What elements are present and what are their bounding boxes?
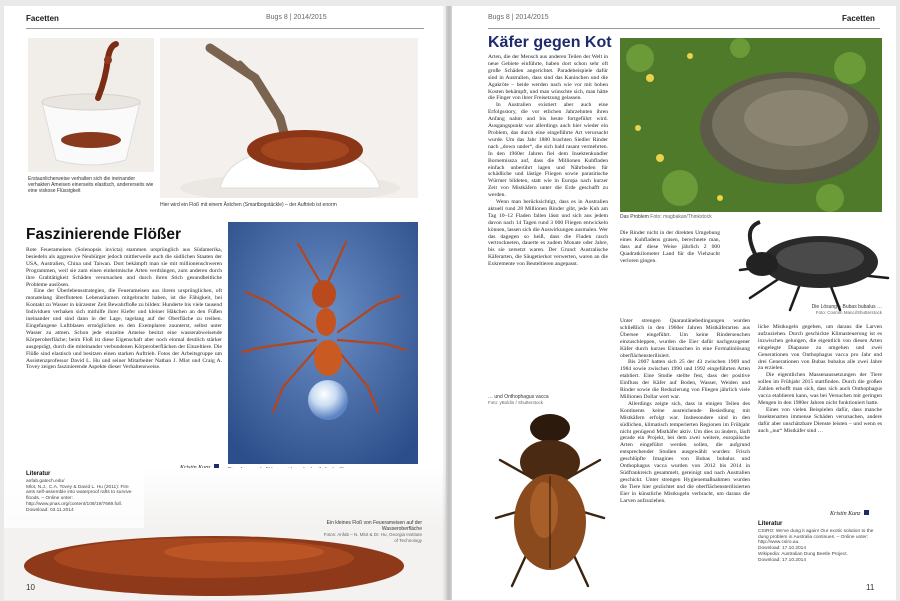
paragraph: Eine der Überlebensstrategien, die Feuerameisen aus ihrem ursprünglichen, oft monatelang überfluteten Lebensräumen mitgebracht haben, ist die Fähigkeit, bei Kontakt zu Wasser in kürzester Zeit Bewahrfloße zu bilden: Hunderte bis viele tausend Individuen verhaken sich mithilfe ihrer Kiefer und kleiner Häkchen an den Füßen ineinander und sind dann in der Lage, tagelang auf der Oberfläche zu treiben. Eingefangene Luftblasen ermöglichen es den Exemplaren zuunterst, selbst unter Wasser zu atmen. Schon jede einzelne Ameise besitzt eine wasserabweisende Körperoberfläche; beim Floß ist diese Eigenschaft aber noch einmal deutlich stärker ausgeprägt, durch die miteinander verbundenen Körperoberflächen der Einzeltiere. Die Flöße sind elastisch und besitzen einen starken Auftrieb. Fotos der Arbeitsgruppe um Assistenzprofessor David L. Hu und seiner Mitarbeiter Nathan J. Mlot und Craig A. Tovey zeigen faszinierende Aspekte dieser Verhaltensweise.	[26, 288, 222, 371]
paragraph: Rote Feuerameisen (Solenopsis invicta) stammen ursprünglich aus Südamerika, besiedeln als aggressive Neubürger jedoch mittlerweile auch die südlichen Staaten der USA, Australien, China und Taiwan. Dort bekämpft man sie mit millionenschweren Programmen, weil sie zum einen einheimische Arten verdrängen, zum anderen durch ihre Grabtätigkeit Schäden verursachen und durch ihren Stich gesundheitliche Probleme auslösen.	[26, 247, 222, 288]
right-page	[452, 6, 896, 600]
literature-box	[758, 522, 882, 564]
caption-beetle2-text: … und Onthophagus vacca	[488, 394, 549, 400]
article-title: Käfer gegen Kot	[488, 34, 612, 51]
literature-line: Download: 17.10.2014	[758, 557, 807, 563]
section-label: Facetten	[26, 14, 59, 23]
photo-ant-raft-twig	[160, 38, 418, 198]
photo-bubas-bubalus	[720, 218, 896, 314]
author-name: Kristin Kunz	[830, 511, 861, 517]
literature-heading: Literatur	[758, 521, 783, 527]
caption-beetle2-credit: Foto: yBoldin / Shutterstock	[488, 400, 544, 405]
photo-cow-dung	[620, 38, 882, 212]
caption-beetle1-text: Die Lösung – Bubas bubalus …	[811, 304, 882, 310]
literature-line: Download: 17.10.2014	[758, 546, 807, 552]
paragraph: liche Mistkugeln gegeben, um daraus die Larven aufzuziehen. Durch geschickte Klimasteuerung ist es inzwischen gelungen, die eigentlich von diesen Arten eingelegte Diapause zu umgehen und zwei Generationen von Onthophagus vacca pro Jahr und drei Generationen von Bubas bubalus alle zwei Jahre zu erzielen.	[758, 324, 882, 372]
issue-label: Bugs 8 | 2014/2015	[488, 14, 549, 21]
literature-heading: Literatur	[26, 471, 51, 477]
literature-line: Wikipedia: Australian Dung Beetle Project.	[758, 551, 848, 557]
article-column-2	[620, 318, 750, 600]
paragraph: Eines von vielen Beispielen dafür, dass manche Insektenarten immense Schäden verursachen, andere dafür aber unschätzbare Dienste leisten – und wenn es auch „nur“ Mistkäfer sind …	[758, 406, 882, 434]
literature-line: CSIRO: We've dung it again! Our exotic solution to the dung problem in Australia continues. – Online unter: http://www.csiro.au.	[758, 528, 874, 546]
section-label: Facetten	[842, 14, 875, 23]
page-number: 11	[866, 583, 875, 592]
photo-ants-in-cup	[28, 38, 154, 172]
paragraph: Die Rinder nicht in der direkten Umgebung eines Kuhfladens grasen, berechnete man, dass auf diese Weise jährlich 2 000 Quadratkilometer Land für die Viehzucht verloren gingen.	[620, 230, 720, 264]
article-column-3	[758, 324, 882, 510]
paragraph: Unter strengen Quarantänebedingungen wurden schließlich in den 1960er Jahren Mistkäferarten aus Übersee eingeführt. Um keine Rinderseuchen einzuschleppen, wurden die Eier dafür nachgezogener Käfer durch kurzes Eintauchen in eine Formalinlösung oberflächensterilisiert.	[620, 318, 750, 359]
caption-dung-credit: Foto: magbakan/Thinkstock	[650, 214, 712, 220]
header-rule	[488, 28, 880, 29]
article-column-1	[488, 54, 608, 396]
caption-top-left: Erstaunlicherweise verhalten sich die ineinander verhakten Ameisen einerseits elastisch, andererseits wie eine viskose Flüssigkeit	[28, 176, 154, 194]
header-rule	[26, 28, 424, 29]
caption-bottom-credit: Fotos: Anfab – N. Mlot & Dr. Hu, Georgia Institute of Technology	[323, 532, 422, 543]
photo-ant-air-bubble	[228, 222, 418, 464]
caption-bottom-text: Ein kleines Floß von Feuerameisen auf der Wasseroberfläche	[326, 520, 422, 532]
author	[830, 510, 869, 517]
caption-beetle1	[792, 304, 882, 316]
paragraph: In Australien existiert aber auch eine Erfolgsstory, die vor etlichen Jahrzehnten ihren Anfang nahm und bis heute fortgeführt wird. Ausgangspunkt war allerdings auch hier wieder ein Problem, das durch eine eingeführte Art verursacht wurde. Um das Jahr 1880 brachten Siedler Rinder nach „down under“, die sich bald rasant vermehrten. In den 1960er Jahren fiel dem Insektenkundler Bornemissza auf, dass die Millionen Kuhfladen einfach unberührt lagen und Nährboden für schädliche und lästige Fliegen sowie parasitische Würmer bildeten, statt wie in Europa nach kurzer Zeit von Mistkäfern unter die Erde geschafft zu werden.	[488, 102, 608, 199]
photo-onthophagus-vacca	[488, 398, 612, 592]
paragraph: Wenn man berücksichtigt, dass es in Australien aktuell rund 28 Millionen Rinder gibt, jede Kuh am Tag 10–12 Fladen fallen lässt und sich aus jedem davon nach 14 Tagen rund 3 000 Fliegen entwickeln können, lassen sich die Auswirkungen ausmalen. Wer das dagegen so heiß, dass die Fladen rasch vertrockneten, dauerte es zudem Monate oder Jahre, bis sie zersetzt waren. Der Grund: Australische Käferarten, die Säugetierkot verwerten, waren an die Exkremente von Beuteltieren angepasst.	[488, 199, 608, 268]
article-body	[26, 247, 222, 464]
literature-line: anfab.gatech.edu/	[26, 478, 65, 484]
paragraph: Bis 2007 hatten sich 25 der 43 zwischen 1969 und 1984 sowie zwischen 1990 und 1992 eingeführten Arten etabliert. Eine Studie stellte fest, dass der positive Einfluss der Käfer auf Boden, Wasser, Weiden und Rinder sowie die Reduzierung von Fliegen jährlich viele Millionen Dollar wert war.	[620, 359, 750, 400]
article-column-2-top	[620, 230, 720, 318]
issue-label: Bugs 8 | 2014/2015	[266, 14, 327, 21]
article-title: Faszinierende Flößer	[26, 226, 182, 243]
literature-box-overlay	[26, 472, 136, 514]
caption-top-right: Hier wird ein Floß mit einem Ästchen (Smartbogstäckle) – der Auftrieb ist enorm	[160, 202, 337, 208]
literature-line: Mlot, N.J., C.A. Tovey & David L. Hu (2011): Fire ants self-assemble into waterproof rafts to survive floods. – Online unter: http://www.pnas.org/content/108/19/7669.full.	[26, 484, 132, 507]
end-mark-icon	[864, 510, 869, 515]
left-page	[4, 6, 446, 600]
paragraph: Allerdings zeigte sich, dass in einigen Teilen des Kontinents keine ausreichende Besiedlung mit Mistkäfern erfolgt war. Insbesondere sind in den südlichen, klimatisch temperierten Regionen im Frühjahr nicht genügend Mistkäfer aktiv. Um dies zu ändern, läuft gerade ein Projekt, bei dem zwei weitere, europäische Arten eingeführt werden sollen, die aufgrund entsprechender Studien ausgewählt wurden: Frisch geschlüpfte Imagines von Bubas bubalus und Onthophagus vacca wurden von 2012 bis 2014 in Südfrankreich gesammelt, gereinigt und nach Australien geschickt. Unter strengen Hygienemaßnahmen wurden die Tiere hier gezüchtet und die oberflächensterilisierten Eier in künstliche Mistkugeln verbracht, um daraus die Larven aufzuziehen.	[620, 400, 750, 504]
caption-dung-text: Das Problem	[620, 214, 649, 220]
caption-beetle2	[488, 394, 608, 406]
caption-beetle1-credit: Foto: Cosmin Manci/Shutterstock	[815, 310, 882, 315]
page-number: 10	[26, 583, 35, 592]
paragraph: Arten, die der Mensch aus anderen Teilen der Welt in neue Gebiete einführte, haben dort schon sehr oft große Schäden angerichtet. Paradebeispiele dafür sind in Australien, dass sind das Kaninchen und die Agakröte – beide werden nach wie vor mit hohen Kosten bekämpft, und man wünschte sich, man hätte die Finger von ihrer Freisetzung gelassen.	[488, 54, 608, 102]
caption-bottom	[322, 520, 422, 544]
literature-line: Download: 03.11.2014	[26, 507, 74, 513]
paragraph: Die eigentlichen Massenaussetzungen der Tiere sollen im Frühjahr 2015 stattfinden. Durch die großen Zahlen erhofft man sich, dass sich auch Onthophagus vacca etablieren kann, was bei Versuchen mit geringen Mengen in den 1980er Jahren nicht funktioniert hatte.	[758, 372, 882, 406]
